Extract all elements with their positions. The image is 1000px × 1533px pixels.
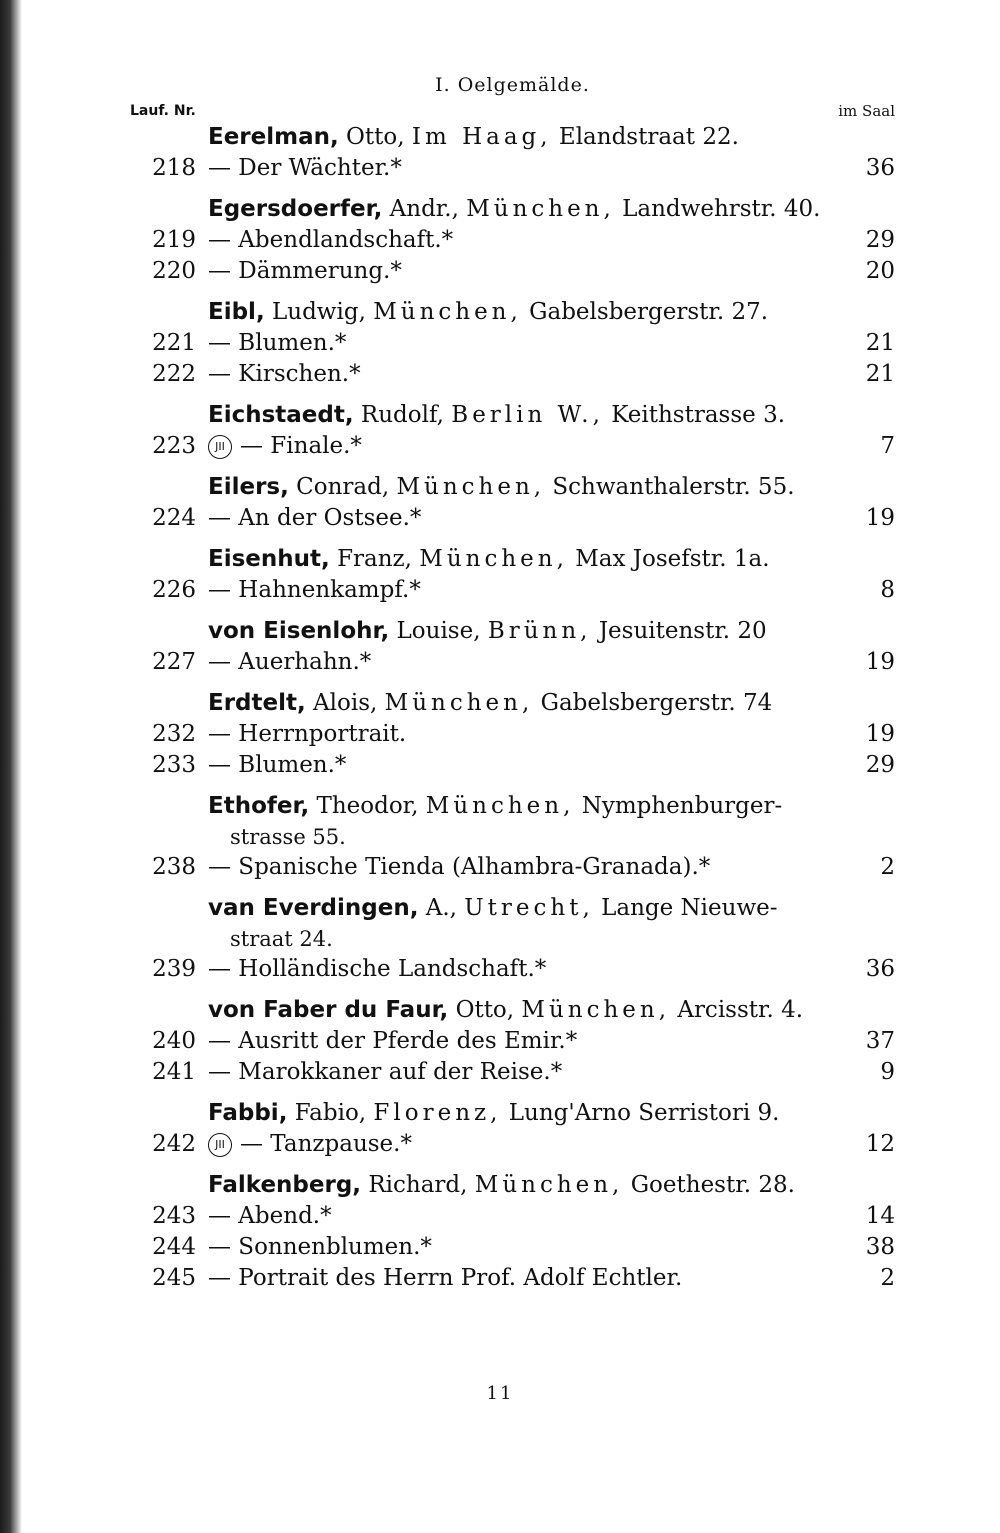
jury-circle-icon: JII <box>208 435 232 459</box>
work-room: 8 <box>880 577 895 603</box>
artist-city: München, <box>425 793 575 819</box>
work-number: 239 <box>152 956 196 982</box>
artist-entry <box>130 297 895 390</box>
artist-address: Max Josefstr. 1a. <box>575 546 770 572</box>
artist-address: Lange Nieuwe- <box>601 895 778 921</box>
work-title: — Sonnenblumen.* <box>208 1234 432 1260</box>
artist-first-name: A., <box>425 895 457 921</box>
page-number: 11 <box>486 1383 514 1404</box>
artist-address: Elandstraat 22. <box>558 124 739 150</box>
work-room: 36 <box>865 155 895 181</box>
artist-city: Im Haag, <box>411 124 552 150</box>
artist-city: München, <box>521 997 671 1023</box>
column-headers <box>130 100 895 122</box>
artist-entry <box>130 616 895 678</box>
work-title-cell <box>196 1026 835 1057</box>
work-title: — Holländische Landschaft.* <box>208 956 547 982</box>
artist-city: München, <box>396 474 546 500</box>
artist-entry <box>130 194 895 287</box>
work-title-cell <box>196 1057 835 1088</box>
work-number: 226 <box>152 577 196 603</box>
artist-entry <box>130 1170 895 1294</box>
work-title: — Blumen.* <box>208 752 347 778</box>
work-title: — Portrait des Herrn Prof. Adolf Echtler. <box>208 1265 683 1291</box>
work-title-cell <box>196 503 835 534</box>
work-title: — Der Wächter.* <box>208 155 402 181</box>
artist-first-name: Louise, <box>396 618 481 644</box>
work-row <box>130 153 895 184</box>
artist-name: Eichstaedt, <box>208 402 354 428</box>
work-title-cell <box>196 647 835 678</box>
work-room: 7 <box>880 433 895 459</box>
work-row <box>130 431 895 462</box>
work-title-cell <box>196 1129 835 1160</box>
artist-city: München, <box>384 690 534 716</box>
work-room: 19 <box>865 721 895 747</box>
work-room: 37 <box>865 1028 895 1054</box>
work-room: 2 <box>880 1265 895 1291</box>
work-row <box>130 503 895 534</box>
artist-heading <box>130 1170 895 1201</box>
work-title-cell <box>196 256 835 287</box>
work-number: 243 <box>152 1203 196 1229</box>
work-title: — Blumen.* <box>208 330 347 356</box>
work-row <box>130 1129 895 1160</box>
entry-list <box>130 122 895 1294</box>
work-number: 240 <box>152 1028 196 1054</box>
artist-entry <box>130 400 895 462</box>
work-title-cell <box>196 1263 835 1294</box>
work-number: 218 <box>152 155 196 181</box>
work-row <box>130 328 895 359</box>
artist-name: van Everdingen, <box>208 895 419 921</box>
artist-address: Lung'Arno Serristori 9. <box>508 1100 780 1126</box>
artist-first-name: Franz, <box>337 546 412 572</box>
artist-first-name: Conrad, <box>296 474 390 500</box>
work-title: — Spanische Tienda (Alhambra-Granada).* <box>208 854 711 880</box>
artist-heading <box>130 616 895 647</box>
work-row <box>130 1201 895 1232</box>
work-room: 21 <box>865 330 895 356</box>
artist-address: Gabelsbergerstr. 74 <box>540 690 773 716</box>
artist-name: von Eisenlohr, <box>208 618 390 644</box>
artist-city: München, <box>373 299 522 325</box>
artist-first-name: Fabio, <box>294 1100 367 1126</box>
artist-name: Fabbi, <box>208 1100 288 1126</box>
work-number: 245 <box>152 1265 196 1291</box>
work-row <box>130 750 895 781</box>
work-number: 241 <box>152 1059 196 1085</box>
artist-address: Schwanthalerstr. 55. <box>552 474 795 500</box>
work-row <box>130 1057 895 1088</box>
work-room: 19 <box>865 649 895 675</box>
work-title: — An der Ostsee.* <box>208 505 422 531</box>
work-title: — Marokkaner auf der Reise.* <box>208 1059 563 1085</box>
work-title-cell <box>196 575 835 606</box>
column-header-room: im Saal <box>838 102 895 120</box>
artist-heading <box>130 400 895 431</box>
artist-address: Nymphenburger- <box>581 793 783 819</box>
artist-first-name: Andr., <box>389 196 459 222</box>
artist-entry <box>130 791 895 883</box>
artist-address: Goethestr. 28. <box>630 1172 795 1198</box>
artist-city: Berlin W., <box>451 402 604 428</box>
work-room: 9 <box>880 1059 895 1085</box>
work-row <box>130 1232 895 1263</box>
work-title-cell <box>196 431 835 462</box>
work-room: 29 <box>865 752 895 778</box>
artist-name: Eibl, <box>208 299 265 325</box>
work-title: — Abend.* <box>208 1203 332 1229</box>
artist-city: München, <box>474 1172 624 1198</box>
artist-heading <box>130 122 895 153</box>
work-title: — Herrnportrait. <box>208 721 407 747</box>
work-row <box>130 359 895 390</box>
artist-first-name: Ludwig, <box>272 299 366 325</box>
work-title: — Ausritt der Pferde des Emir.* <box>208 1028 578 1054</box>
work-title-cell <box>196 225 835 256</box>
work-number: 242 <box>152 1131 196 1157</box>
work-room: 21 <box>865 361 895 387</box>
artist-heading <box>130 688 895 719</box>
work-title: — Kirschen.* <box>208 361 361 387</box>
artist-entry <box>130 472 895 534</box>
artist-heading <box>130 995 895 1026</box>
artist-heading <box>130 194 895 225</box>
artist-entry <box>130 1098 895 1160</box>
work-row <box>130 852 895 883</box>
artist-entry <box>130 688 895 781</box>
work-row <box>130 1026 895 1057</box>
artist-first-name: Alois, <box>313 690 378 716</box>
work-room: 20 <box>865 258 895 284</box>
work-title-cell <box>196 719 835 750</box>
work-number: 220 <box>152 258 196 284</box>
work-room: 19 <box>865 505 895 531</box>
artist-first-name: Rudolf, <box>360 402 444 428</box>
artist-city: Brünn, <box>487 618 592 644</box>
artist-first-name: Theodor, <box>316 793 419 819</box>
work-room: 36 <box>865 956 895 982</box>
artist-name: Eerelman, <box>208 124 339 150</box>
artist-city: München, <box>419 546 568 572</box>
work-number: 227 <box>152 649 196 675</box>
work-room: 2 <box>880 854 895 880</box>
artist-heading <box>130 297 895 328</box>
work-number: 223 <box>152 433 196 459</box>
artist-name: Falkenberg, <box>208 1172 362 1198</box>
column-header-number: Lauf. Nr. <box>130 103 196 119</box>
work-number: 219 <box>152 227 196 253</box>
work-title: — Hahnenkampf.* <box>208 577 421 603</box>
work-title-cell <box>196 954 835 985</box>
artist-address: Landwehrstr. 40. <box>622 196 821 222</box>
work-number: 232 <box>152 721 196 747</box>
artist-city: Florenz, <box>373 1100 502 1126</box>
work-room: 14 <box>865 1203 895 1229</box>
work-number: 221 <box>152 330 196 356</box>
work-number: 238 <box>152 854 196 880</box>
artist-entry <box>130 122 895 184</box>
artist-entry <box>130 995 895 1088</box>
artist-first-name: Otto, <box>346 124 405 150</box>
artist-entry <box>130 544 895 606</box>
running-head: I. Oelgemälde. <box>435 74 590 96</box>
artist-name: Egersdoerfer, <box>208 196 383 222</box>
artist-address: Jesuitenstr. 20 <box>598 618 767 644</box>
work-row <box>130 575 895 606</box>
work-row <box>130 256 895 287</box>
artist-first-name: Richard, <box>368 1172 468 1198</box>
work-title-cell <box>196 1232 835 1263</box>
artist-entry <box>130 893 895 985</box>
work-title: — Dämmerung.* <box>208 258 402 284</box>
artist-heading <box>130 472 895 503</box>
artist-address-continued: straat 24. <box>230 927 333 951</box>
work-title: — Auerhahn.* <box>208 649 372 675</box>
work-title-cell <box>196 1201 835 1232</box>
artist-city: Utrecht, <box>464 895 594 921</box>
work-number: 244 <box>152 1234 196 1260</box>
artist-address: Keithstrasse 3. <box>611 402 786 428</box>
catalogue-page <box>130 70 895 1294</box>
work-title-cell <box>196 852 835 883</box>
artist-heading <box>130 893 895 924</box>
work-room: 12 <box>865 1131 895 1157</box>
artist-name: von Faber du Faur, <box>208 997 449 1023</box>
work-title: — Abendlandschaft.* <box>208 227 454 253</box>
jury-circle-icon: JII <box>208 1133 232 1157</box>
artist-heading <box>130 544 895 575</box>
work-row <box>130 1263 895 1294</box>
work-number: 233 <box>152 752 196 778</box>
work-room: 29 <box>865 227 895 253</box>
work-title-cell <box>196 750 835 781</box>
work-row <box>130 719 895 750</box>
work-title-cell <box>196 359 835 390</box>
artist-heading <box>130 791 895 822</box>
artist-name: Eisenhut, <box>208 546 330 572</box>
artist-name: Ethofer, <box>208 793 310 819</box>
artist-name: Eilers, <box>208 474 289 500</box>
work-row <box>130 225 895 256</box>
artist-name: Erdtelt, <box>208 690 306 716</box>
work-number: 222 <box>152 361 196 387</box>
work-row <box>130 954 895 985</box>
work-title: — Finale.* <box>240 433 362 459</box>
work-title-cell <box>196 153 835 184</box>
artist-address-continued: strasse 55. <box>230 825 346 849</box>
work-title: — Tanzpause.* <box>240 1131 412 1157</box>
artist-city: München, <box>466 196 615 222</box>
artist-address: Gabelsbergerstr. 27. <box>529 299 769 325</box>
page-edge-shadow <box>0 0 22 1533</box>
work-number: 224 <box>152 505 196 531</box>
work-room: 38 <box>865 1234 895 1260</box>
artist-address: Arcisstr. 4. <box>677 997 804 1023</box>
artist-heading <box>130 1098 895 1129</box>
work-row <box>130 647 895 678</box>
artist-first-name: Otto, <box>455 997 515 1023</box>
work-title-cell <box>196 328 835 359</box>
